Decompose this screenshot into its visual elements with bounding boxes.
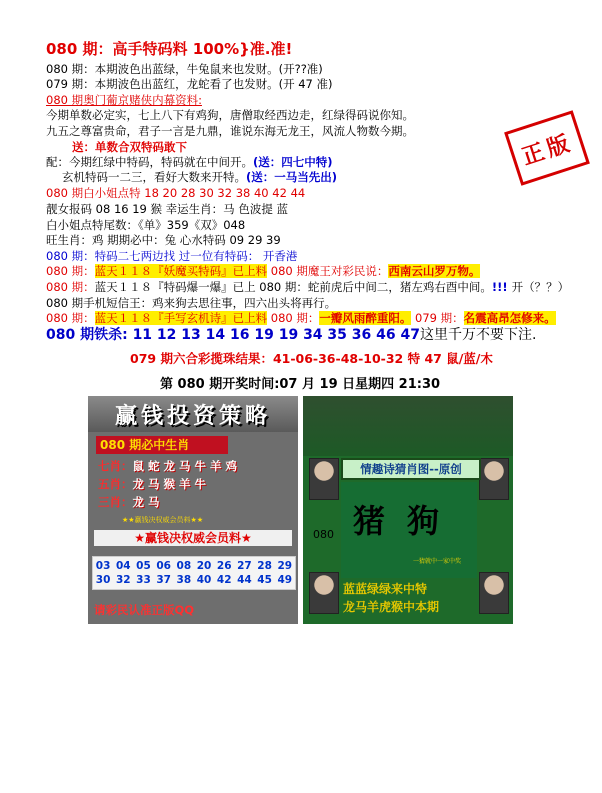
promo-link[interactable]: 蓝天１１８『妖魔买特码』已上料 xyxy=(94,264,268,278)
pick-label: 三肖： xyxy=(98,495,133,509)
number-cell: 27 xyxy=(237,560,252,572)
kill-list: 080 期铁杀: 11 12 13 14 16 19 19 34 35 36 46 47 xyxy=(46,327,420,343)
period-label: 080 期： xyxy=(46,264,95,278)
authentic-stamp: 正版 xyxy=(504,110,590,186)
verse-line: 今期单数必定实，七上八下有鸡狗，唐僧取经西边走，红绿得码说你知。 xyxy=(46,108,414,122)
pick-five xyxy=(98,476,206,492)
poem-line: 龙马羊虎猴中本期 xyxy=(343,600,440,614)
member-slogan: ★赢钱决权威会员料★ xyxy=(94,530,292,546)
period-label: 080 期： xyxy=(267,311,320,325)
prediction-line: 079 期：本期波色出蓝红，龙蛇看了也发财。(开 47 准) xyxy=(46,77,333,91)
pick-three xyxy=(98,494,160,510)
gift-note: (送：一马当先出) xyxy=(246,170,338,184)
number-cell: 26 xyxy=(216,560,232,572)
pick-label: 七肖： xyxy=(98,459,133,473)
number-row xyxy=(93,573,295,587)
member-note: ★★赢钱决权威会员料★★ xyxy=(122,516,204,524)
info-line: 旺生肖：鸡 期期必中：兔 心水特码 09 29 39 xyxy=(46,233,281,247)
promo-highlight: 一瓣风雨醉重阳。 xyxy=(319,311,412,325)
prediction-line: 080 期：本期波色出蓝绿，牛兔鼠来也发财。(开??准) xyxy=(46,62,323,76)
tip-line: 送：单数合双特码敢下 xyxy=(72,140,187,154)
page-title: 080 期：高手特码料 100%}准.准! xyxy=(46,40,293,58)
portrait-image xyxy=(309,458,339,500)
poem-zodiac: 猪狗 xyxy=(353,502,462,540)
verse-line: 九五之尊富贵命，君子一言是九鼎，谁说东海无龙王，风流人物数今期。 xyxy=(46,124,414,138)
section-heading: 080 期奥门葡京赌侠内幕资料: xyxy=(46,93,202,107)
kill-warning: 这里千万不要下注. xyxy=(419,327,537,343)
portrait-image xyxy=(479,572,509,614)
poem-panel xyxy=(303,396,513,624)
zodiac-heading: 080 期必中生肖 xyxy=(96,436,228,454)
number-cell: 45 xyxy=(257,574,272,586)
number-cell: 37 xyxy=(156,574,171,586)
info-line: 白小姐点特尾数：《单》359《双》048 xyxy=(46,218,246,232)
strategy-banner: 赢钱投资策略 xyxy=(88,396,298,432)
number-grid xyxy=(92,556,296,590)
number-row xyxy=(93,559,295,573)
promo-highlight: 西南云山罗万物。 xyxy=(388,264,481,278)
period-label: 080 期： xyxy=(46,311,95,325)
number-cell: 20 xyxy=(196,560,212,572)
poem-period: 080 xyxy=(313,528,334,541)
pick-values: 龙 马 xyxy=(132,495,160,509)
pick-label: 五肖： xyxy=(98,477,133,491)
link-line xyxy=(46,311,556,325)
portrait-image xyxy=(309,572,339,614)
number-cell: 32 xyxy=(115,574,131,586)
number-cell: 42 xyxy=(216,574,232,586)
poem-line: 蓝蓝绿绿来中特 xyxy=(343,582,428,596)
link-line xyxy=(46,280,569,294)
numbers-line: 080 期白小姐点特 18 20 28 30 32 38 40 42 44 xyxy=(46,186,306,200)
period-label: 079 期： xyxy=(411,311,464,325)
number-cell: 05 xyxy=(136,560,151,572)
portrait-image xyxy=(479,458,509,500)
number-cell: 30 xyxy=(95,574,111,586)
promo-highlight: 名震高昂怎修来。 xyxy=(463,311,556,325)
info-line: 靓女报码 08 16 19 猴 幸运生肖：马 色波提 蓝 xyxy=(46,202,288,216)
poem-mini-note: 一猜就中一家中奖 xyxy=(413,558,462,565)
number-cell: 04 xyxy=(115,560,131,572)
link-line xyxy=(46,264,480,278)
verse-line xyxy=(62,170,337,184)
sms-line: 080 期手机短信王：鸡来狗去思往事，四六出头将再行。 xyxy=(46,296,337,310)
number-cell: 06 xyxy=(156,560,171,572)
poem-caption: 情趣诗猜肖图--原创 xyxy=(341,458,481,480)
gift-note: (送：四七中特) xyxy=(253,155,333,169)
exclaim: !!! xyxy=(491,280,512,294)
pick-seven xyxy=(98,458,237,474)
promo-text: 蓝天１１８『特码爆一爆』已上 080 期：蛇前虎后中间二，猪左鸡右酉中间。 xyxy=(94,280,492,294)
number-cell: 29 xyxy=(277,560,293,572)
verse-text: 配：今期红绿中特码，特码就在中间开。 xyxy=(46,155,253,169)
number-cell: 08 xyxy=(176,560,192,572)
decor-band xyxy=(303,396,513,456)
info-line: 080 期：特码二七两边找 过一位有特码： 开香港 xyxy=(46,249,298,263)
number-cell: 40 xyxy=(196,574,212,586)
strategy-panel xyxy=(88,396,298,624)
open-note: 开（？？） xyxy=(511,280,570,294)
pick-values: 龙 马 猴 羊 牛 xyxy=(132,477,207,491)
number-cell: 33 xyxy=(136,574,151,586)
kill-numbers xyxy=(46,328,536,342)
number-cell: 03 xyxy=(95,560,111,572)
number-cell: 49 xyxy=(277,574,293,586)
promo-text: 080 期魔王对彩民说： xyxy=(267,264,389,278)
verse-line xyxy=(46,155,333,169)
promo-link[interactable]: 蓝天１１８『手写玄机诗』已上料 xyxy=(94,311,268,325)
pick-values: 鼠 蛇 龙 马 牛 羊 鸡 xyxy=(132,459,238,473)
number-cell: 38 xyxy=(176,574,192,586)
last-result: 079 期六合彩揽珠结果：41-06-36-48-10-32 特 47 鼠/蓝/木 xyxy=(130,351,493,366)
draw-time: 第 080 期开奖时间:07 月 19 日星期四 21:30 xyxy=(160,377,441,392)
verse-text: 玄机特码一二三，看好大数来开特。 xyxy=(62,170,246,184)
qq-footer: 请彩民认准正版QQ xyxy=(94,603,195,617)
number-cell: 28 xyxy=(257,560,272,572)
number-cell: 44 xyxy=(237,574,252,586)
period-label: 080 期： xyxy=(46,280,95,294)
